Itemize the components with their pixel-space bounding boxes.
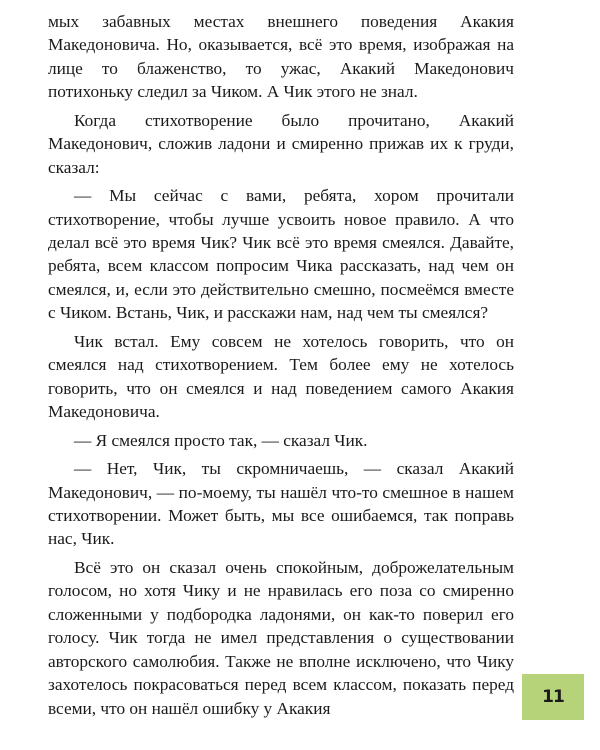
paragraph-6: — Нет, Чик, ты скромничаешь, — сказал Акакий Македонович, — по-моему, ты нашёл что-то смешное в нашем стихотворении. Может быть, мы все ошибаемся, так поправь нас, Чик. [48,459,514,549]
paragraph-5: — Я смеялся просто так, — сказал Чик. [74,430,368,450]
page-number: 11 [542,687,564,707]
paragraph-7: Всё это он сказал очень спокойным, доброжелательным голосом, но хотя Чику и не нравилась его поза со смиренно сложенными у подбородка ладонями, он как-то поверил его голосу. Чик тогда не имел представления о существовании авторского самолюбия. Также не вполне исключено, что Чику захотелось покрасоваться перед всем классом, показать перед всеми, что он нашёл ошибку у Акакия [48,558,514,718]
text-column [48,10,514,725]
paragraph-2: Когда стихотворение было прочитано, Акакий Македонович, сложив ладони и смиренно прижав их к груди, сказал: [48,110,514,177]
paragraph-4: Чик встал. Ему совсем не хотелось говорить, что он смеялся над стихотворением. Тем более ему не хотелось говорить, что он смеялся и над поведением самого Акакия Македоновича. [48,331,514,422]
paragraph-1: мых забавных местах внешнего поведения Акакия Македоновича. Но, оказывается, всё это время, изображая на лице то блаженство, то ужас, Акакий Македонович потихоньку следил за Чиком. А Чик этого не знал. [48,12,514,102]
page-number-tab [522,674,584,720]
paragraph-3: — Мы сейчас с вами, ребята, хором прочитали стихотворение, чтобы лучше усвоить новое правило. А что делал всё это время Чик? Чик всё это время смеялся. Давайте, ребята, всем классом попросим Чика рассказать, над чем он смеялся, и, если это действительно смешно, посмеёмся вместе с Чиком. Встань, Чик, и расскажи нам, над чем ты смеялся? [48,186,514,323]
